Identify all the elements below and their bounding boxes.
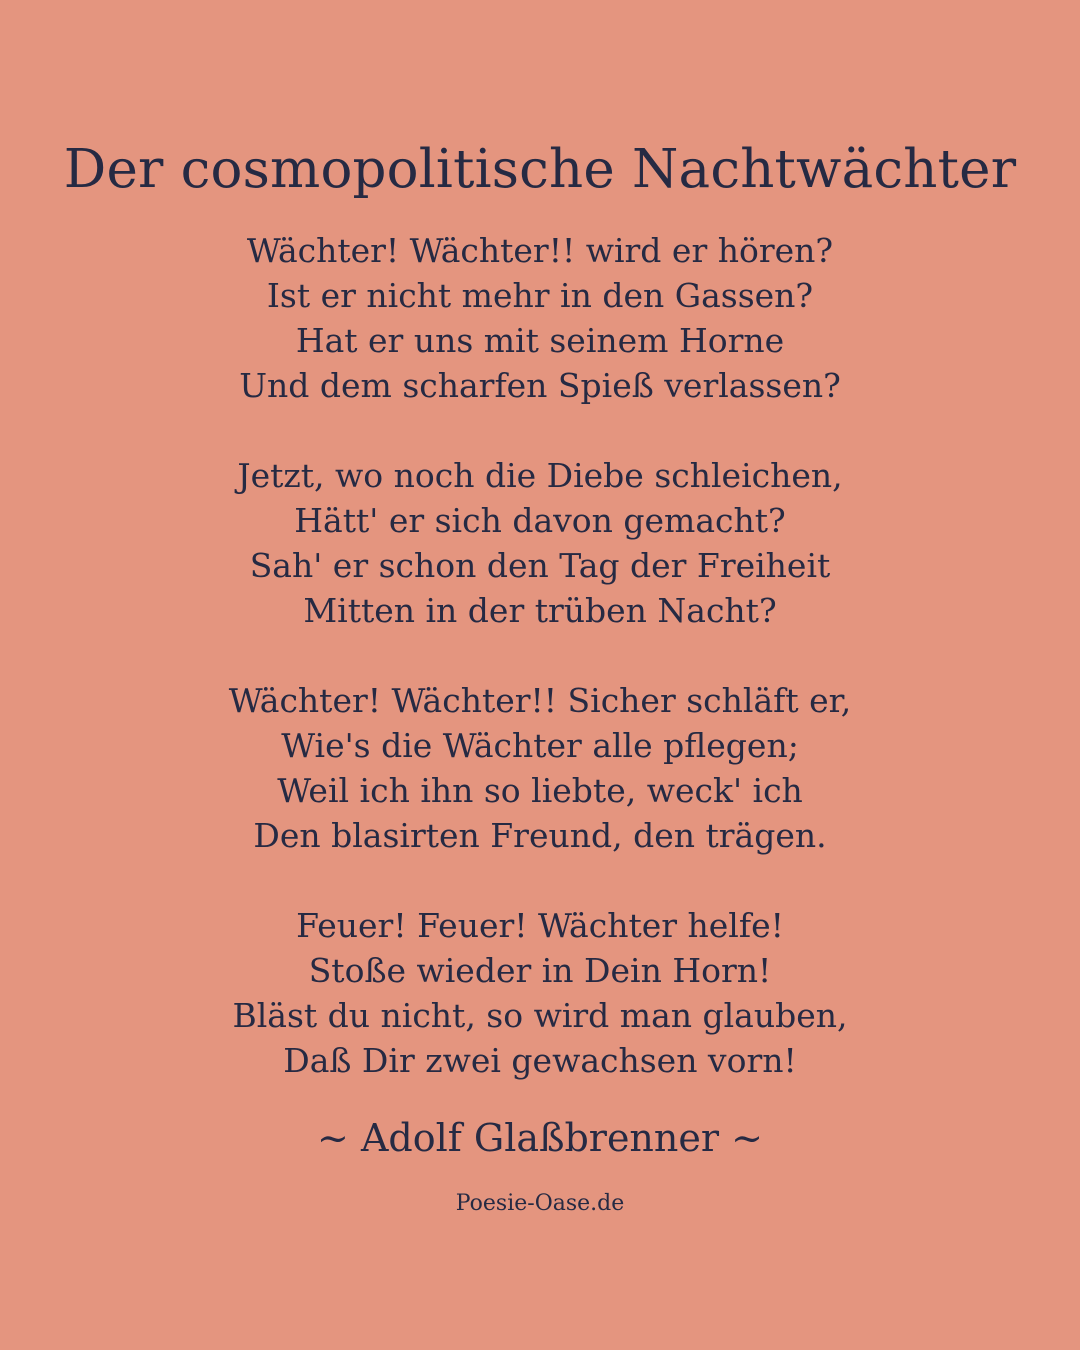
poem-line: Wächter! Wächter!! wird er hören? [246,231,834,270]
poem-line: Mitten in der trüben Nacht? [303,591,777,630]
poem-line: Jetzt, wo noch die Diebe schleichen, [237,456,843,495]
poem-line: Daß Dir zwei gewachsen vorn! [283,1041,797,1080]
poem-line: Den blasirten Freund, den trägen. [253,816,827,855]
poem-line: Weil ich ihn so liebte, weck' ich [277,771,803,810]
poem-line: Stoße wieder in Dein Horn! [308,951,772,990]
poem-line: Wächter! Wächter!! Sicher schläft er, [228,681,852,720]
stanza-1 [0,228,1080,408]
poem-line: Und dem scharfen Spieß verlassen? [239,366,841,405]
poem-line: Sah' er schon den Tag der Freiheit [249,546,831,585]
poem-title: Der cosmopolitische Nachtwächter [63,139,1017,200]
poem-line: Hätt' er sich davon gemacht? [294,501,786,540]
poem-line: Bläst du nicht, so wird man glauben, [232,996,848,1035]
poem-line: Hat er uns mit seinem Horne [295,321,785,360]
poem-body [0,228,1080,1128]
stanza-4 [0,903,1080,1083]
stanza-3 [0,678,1080,858]
poem-line: Wie's die Wächter alle pflegen; [281,726,799,765]
stanza-2 [0,453,1080,633]
site-credit: Poesie-Oase.de [455,1191,625,1216]
poem-author: ~ Adolf Glaßbrenner ~ [317,1116,763,1160]
poem-line: Ist er nicht mehr in den Gassen? [266,276,814,315]
poem-line: Feuer! Feuer! Wächter helfe! [296,906,784,945]
